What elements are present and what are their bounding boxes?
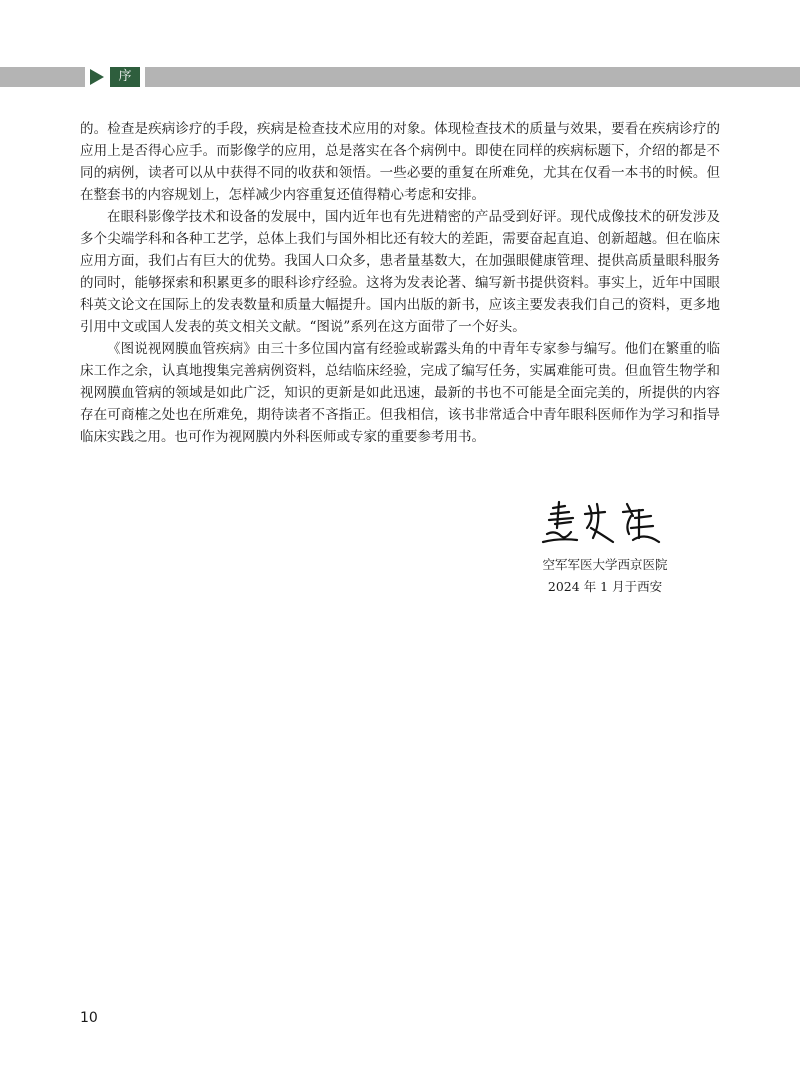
- header-bar-left: [0, 67, 85, 87]
- paragraph: 的。检查是疾病诊疗的手段，疾病是检查技术应用的对象。体现检查技术的质量与效果，要看在疾病诊疗的应用上是否得心应手。而影像学的应用，总是落实在各个病例中。即使在同样的疾病标题下，介绍的都是不同的病例，读者可以从中获得不同的收获和领悟。一些必要的重复在所难免，尤其在仅看一本书的时候。但在整套书的内容规划上，怎样减少内容重复还值得精心考虑和安排。: [80, 121, 720, 203]
- preface-body: [80, 118, 720, 448]
- chapter-header-bar: [0, 67, 800, 87]
- header-bar-right: [145, 67, 800, 87]
- paragraph: 在眼科影像学技术和设备的发展中，国内近年也有先进精密的产品受到好评。现代成像技术的研发涉及多个尖端学科和各种工艺学，总体上我们与国外相比还有较大的差距，需要奋起直追、创新超越。但在临床应用方面，我们占有巨大的优势。我国人口众多，患者量基数大，在加强眼健康管理、提供高质量眼科服务的同时，能够探索和积累更多的眼科诊疗经验。这将为发表论著、编写新书提供资料。事实上，近年中国眼科英文论文在国际上的发表数量和质量大幅提升。国内出版的新书，应该主要发表我们自己的资料，更多地引用中文或国人发表的英文相关文献。“图说”系列在这方面带了一个好头。: [80, 209, 720, 335]
- section-label: 序: [110, 67, 140, 87]
- page-number: 10: [80, 1010, 98, 1026]
- handwritten-signature: [535, 498, 675, 548]
- signature-date: 2024 年 1 月于西安: [547, 579, 663, 594]
- signature-block: [520, 498, 690, 598]
- play-arrow-icon: [90, 69, 104, 85]
- signature-affiliation: 空军军医大学西京医院: [542, 557, 668, 572]
- paragraph: 《图说视网膜血管疾病》由三十多位国内富有经验或崭露头角的中青年专家参与编写。他们在繁重的临床工作之余，认真地搜集完善病例资料，总结临床经验，完成了编写任务，实属难能可贵。但血管生物学和视网膜血管病的领域是如此广泛，知识的更新是如此迅速，最新的书也不可能是全面完美的，所提供的内容存在可商榷之处也在所难免，期待读者不吝指正。但我相信，该书非常适合中青年眼科医师作为学习和指导临床实践之用。也可作为视网膜内外科医师或专家的重要参考用书。: [80, 341, 720, 445]
